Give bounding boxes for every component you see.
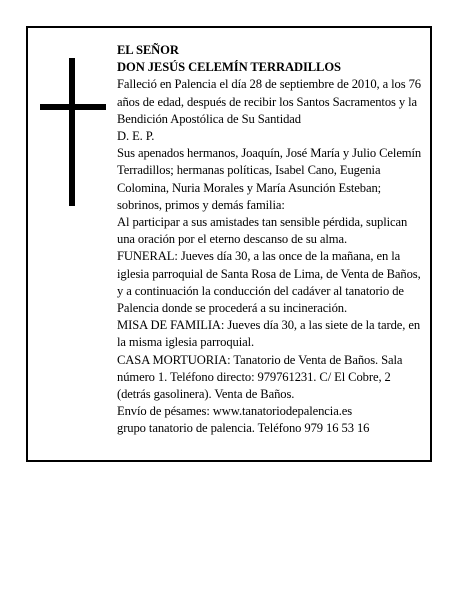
cross-horizontal-bar: [40, 104, 106, 110]
title-line-1: EL SEÑOR: [117, 43, 179, 57]
deceased-name: DON JESÚS CELEMÍN TERRADILLOS: [117, 60, 341, 75]
cross-vertical-bar: [69, 58, 75, 206]
family-mass-info: MISA DE FAMILIA: Jueves día 30, a las siete de la tarde, en la misma iglesia parroquial.: [117, 318, 421, 350]
prayer-request: Al participar a sus amistades tan sensible pérdida, suplican una oración por el eterno descanso de su alma.: [117, 215, 408, 247]
funeral-info: FUNERAL: Jueves día 30, a las once de la mañana, en la iglesia parroquial de Santa Rosa de Lima, de Venta de Baños, y a continuación la conducción del cadáver al tanatorio de Palencia donde se procederá a su incineración.: [117, 249, 421, 316]
notice-text: [117, 42, 427, 438]
death-announcement: Falleció en Palencia el día 28 de septiembre de 2010, a los 76 años de edad, después de recibir los Santos Sacramentos y la Bendición Apostólica de Su Santidad: [117, 77, 422, 126]
family-list: Sus apenados hermanos, Joaquín, José María y Julio Celemín Terradillos; hermanas políticas, Isabel Cano, Eugenia Colomina, Nuria Morales y María Asunción Esteban; sobrinos, primos y demás familia:: [117, 146, 422, 212]
rest-in-peace: D. E. P.: [117, 129, 155, 144]
mortuary-info: CASA MORTUORIA: Tanatorio de Venta de Baños. Sala número 1. Teléfono directo: 979761231. C/ El Cobre, 2 (detrás gasolinera). Venta de Baños.: [117, 352, 403, 402]
condolences-info: Envío de pésames: www.tanatoriodepalencia.es: [117, 404, 353, 419]
obituary-notice: [26, 26, 432, 462]
latin-cross-icon: [40, 58, 108, 208]
funeral-company-info: grupo tanatorio de palencia. Teléfono 979 16 53 16: [117, 421, 370, 436]
